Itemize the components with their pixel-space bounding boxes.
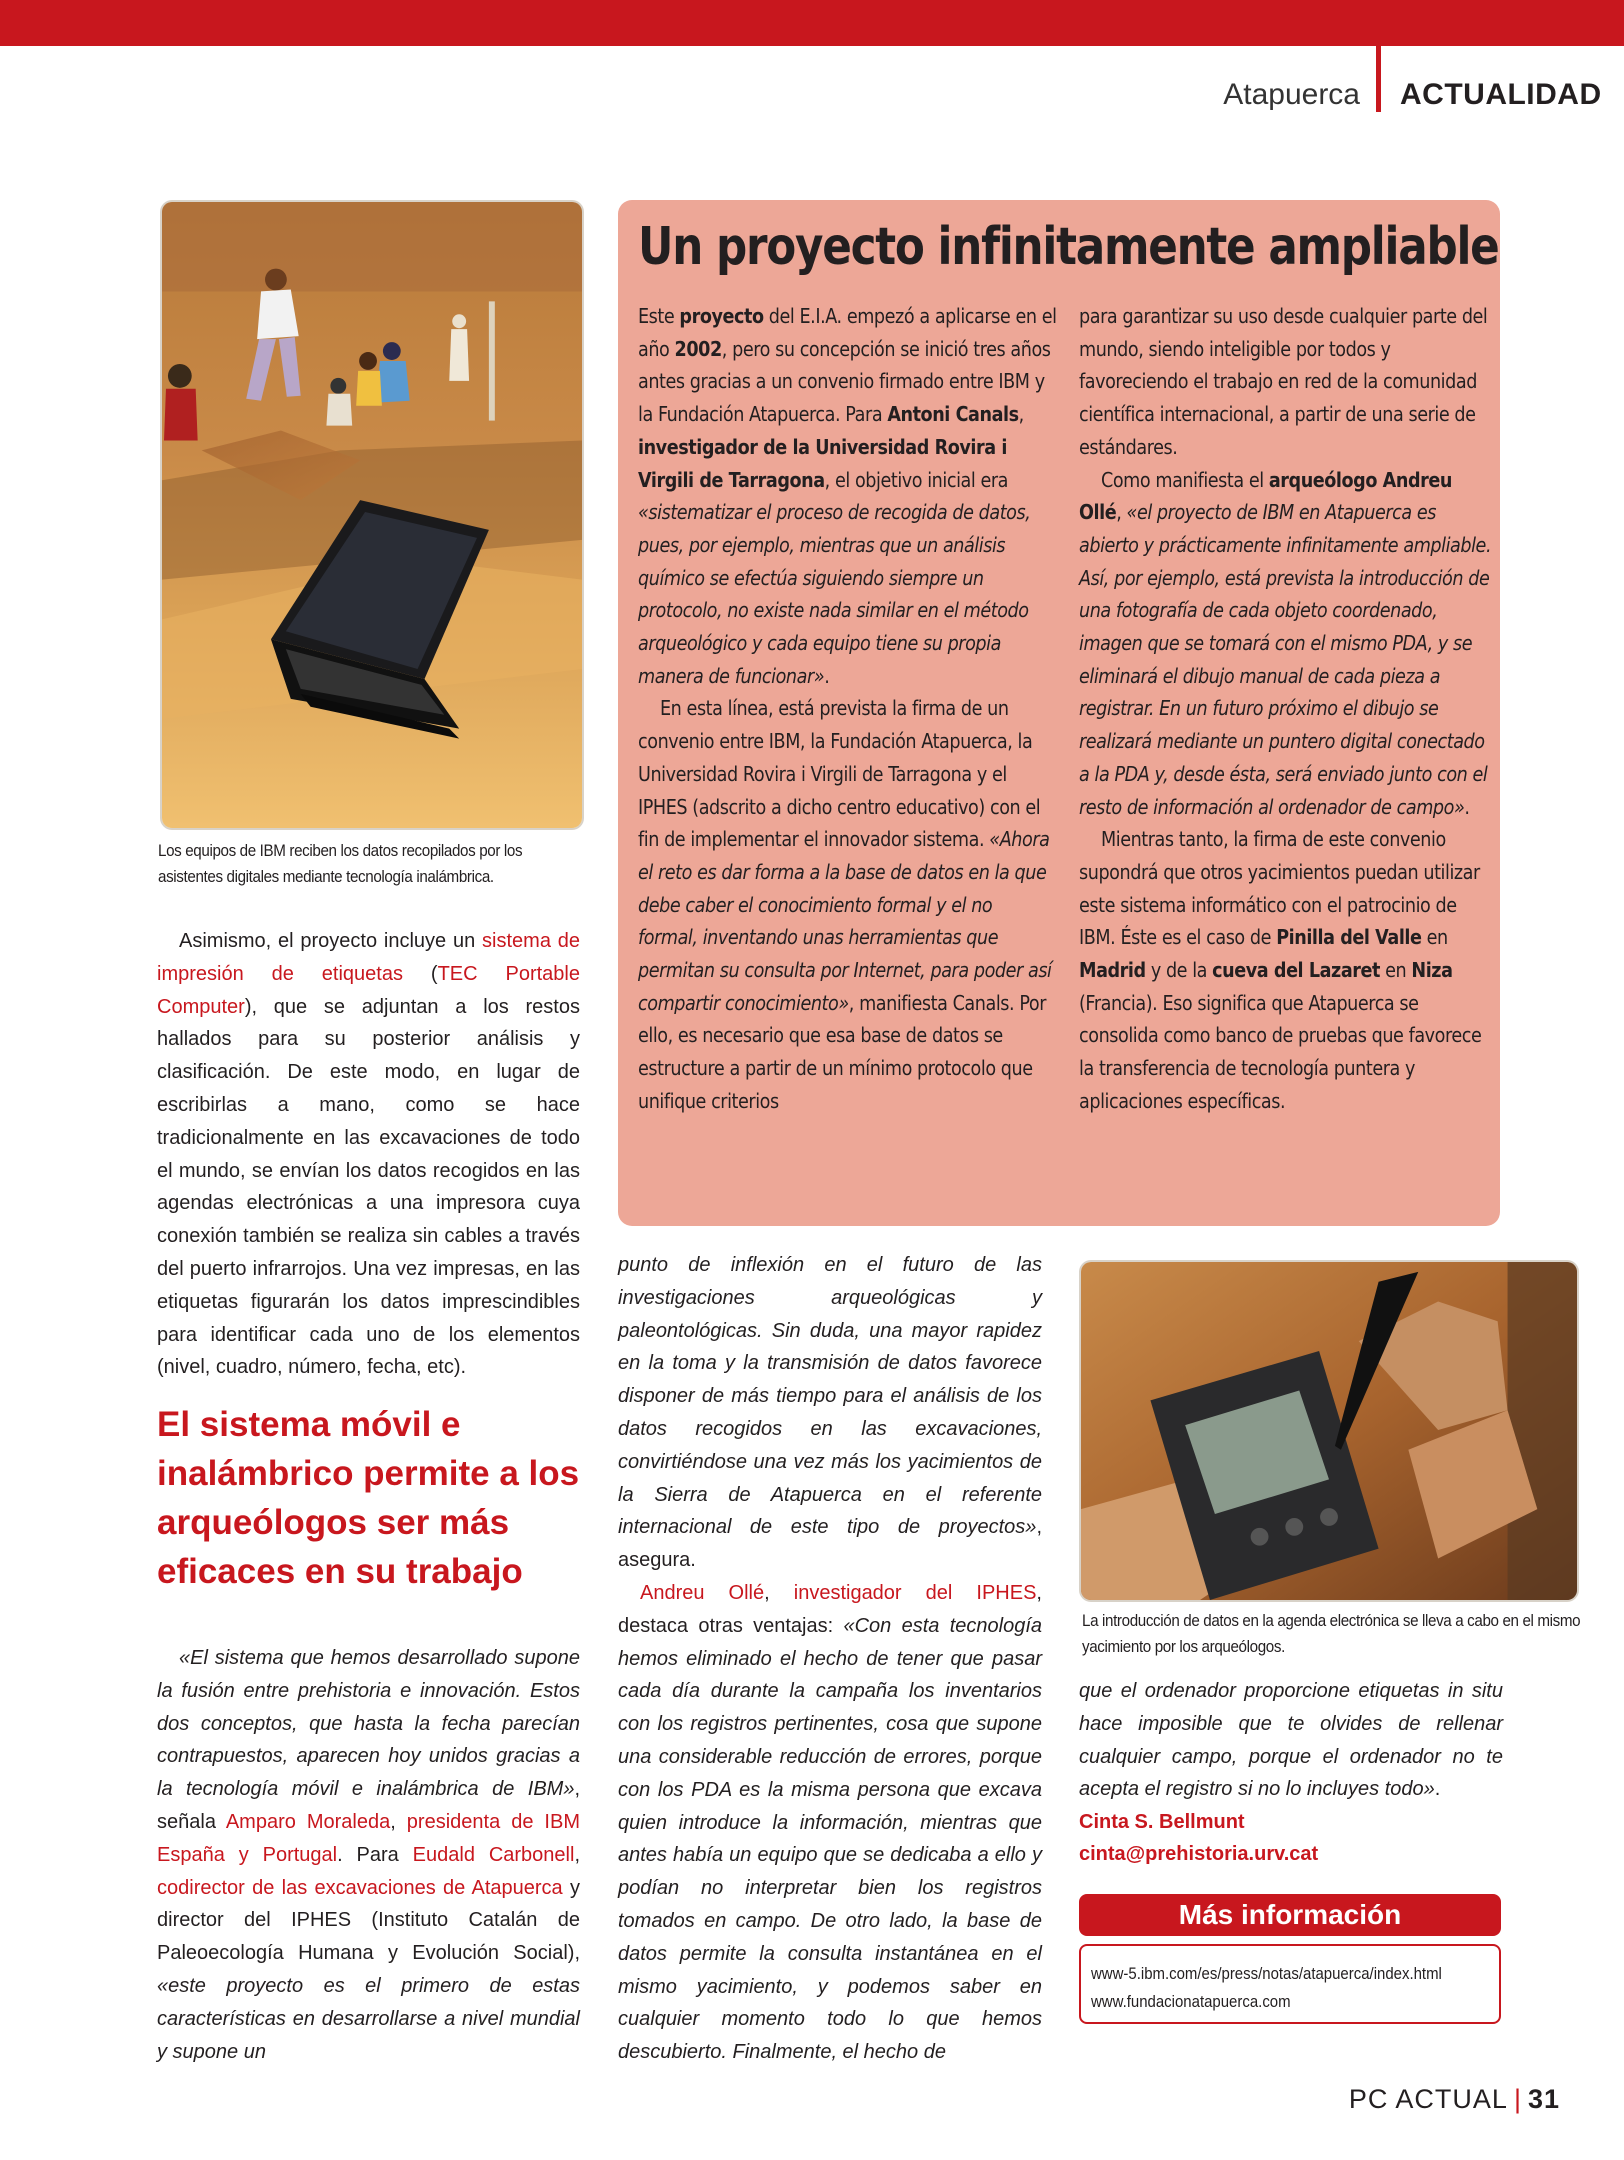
folio-separator: | bbox=[1513, 2084, 1522, 2114]
top-color-bar bbox=[0, 0, 1624, 46]
photo-pda-hands bbox=[1079, 1260, 1579, 1602]
more-info-box bbox=[1079, 1944, 1501, 2024]
photo1-caption: Los equipos de IBM reciben los datos recopilados por los asistentes digitales mediante tecnología inalámbrica. bbox=[158, 842, 523, 886]
article-signature bbox=[1079, 1806, 1318, 1870]
page-number: 31 bbox=[1527, 2084, 1560, 2114]
magazine-name: PC ACTUAL bbox=[1348, 2084, 1508, 2114]
photo2-caption: La introducción de datos en la agenda electrónica se lleva a cabo en el mismo yacimiento por los arqueólogos. bbox=[1082, 1612, 1581, 1656]
photo-laptop-excavation bbox=[160, 200, 584, 830]
sidebar-column-1: Este proyecto del E.I.A. empezó a aplicarse en el año 2002, pero su concepción se inició tres años antes gracias a un convenio firmado entre IBM y la Fundación Atapuerca. Para Antoni Canals, investigador de la Universidad Rovira i Virgili de Tarragona, el objetivo inicial era «sistematizar el proceso de recogida de datos, pues, por ejemplo, mientras que un análisis químico se efectúa siguiendo siempre un protocolo, no existe nada similar en el método arqueológico y cada equipo tiene su propia manera de funcionar». En esta línea, está prevista la firma de un convenio entre IBM, la Fundación Atapuerca, la Universidad Rovira i Virgili de Tarragona y el IPHES (adscrito a dicho centro educativo) con el fin de implementar el innovador sistema. «Ahora el reto es dar forma a la base de datos en la que debe caber el conocimiento formal y el no formal, inventando unas herramientas que permitan su consulta por Internet, para poder así compartir conocimiento», manifiesta Canals. Por ello, es necesario que esa base de datos se estructure a partir de un mínimo protocolo que unifique criterios bbox=[638, 304, 1057, 1113]
page-folio bbox=[1300, 2084, 1560, 2115]
body-column-1b: «El sistema que hemos desarrollado supone la fusión entre prehistoria e innovación. Estos dos conceptos, que hasta la fecha parecían contrapuestos, aparecen hoy unidos gracias a la tecnología móvil e inalámbrica de IBM», señala Amparo Moraleda, presidenta de IBM España y Portugal. Para Eudald Carbonell, codirector de las excavaciones de Atapuerca y director del IPHES (Instituto Catalán de Paleoecología Humana y Evolución Social), «este proyecto es el primero de estas características en desarrollarse a nivel mundial y supone un bbox=[157, 1647, 580, 2063]
more-info-link-fundacion[interactable]: www.fundacionatapuerca.com bbox=[1091, 1992, 1291, 2011]
author-name: Cinta S. Bellmunt bbox=[1079, 1811, 1245, 1833]
body-column-1a: Asimismo, el proyecto incluye un sistema de impresión de etiquetas (TEC Portable Computer), que se adjuntan a los restos hallados para su posterior análisis y clasificación. De este modo, en lugar de escribirlas a mano, como se hace tradicionalmente en las excavaciones de todo el mundo, se envían los datos recogidos en las agendas electrónicas a una impresora cuya conexión también se realiza sin cables a través del puerto infrarrojos. Una vez impresas, en las etiquetas figurarán los datos imprescindibles para identificar cada uno de los elementos (nivel, cuadro, número, fecha, etc). bbox=[157, 930, 580, 1379]
sidebar-column-2: para garantizar su uso desde cualquier parte del mundo, siendo inteligible por todos y favoreciendo el trabajo en red de la comunidad científica internacional, a partir de una serie de estándares. Como manifiesta el arqueólogo Andreu Ollé, «el proyecto de IBM en Atapuerca es abierto y prácticamente infinitamente ampliable. Así, por ejemplo, está prevista la introducción de una fotografía de cada objeto coordenado, imagen que se tomará con el mismo PDA, y se eliminará el dibujo manual de cada pieza a registrar. En un futuro próximo el dibujo se realizará mediante un puntero digital conectado a la PDA y, desde ésta, será enviado junto con el resto de información al ordenador de campo». Mientras tanto, la firma de este convenio supondrá que otros yacimientos puedan utilizar este sistema informático con el patrocinio de IBM. Éste es el caso de Pinilla del Valle en Madrid y de la cueva del Lazaret en Niza (Francia). Eso significa que Atapuerca se consolida como banco de pruebas que favorece la transferencia de tecnología puntera y aplicaciones específicas. bbox=[1079, 304, 1492, 1113]
header-section: Atapuerca bbox=[1223, 78, 1360, 111]
author-email[interactable]: cinta@prehistoria.urv.cat bbox=[1079, 1843, 1319, 1865]
body-column-2: punto de inflexión en el futuro de las investigaciones arqueológicas y paleontológicas. Sin duda, una mayor rapidez en la toma y la transmisión de datos favorece disponer de más tiempo para el análisis de los datos recogidos en las excavaciones, convirtiéndose una vez más los yacimientos de la Sierra de Atapuerca en el referente internacional de este tipo de proyectos», asegura. Andreu Ollé, investigador del IPHES, destaca otras ventajas: «Con esta tecnología hemos eliminado el hecho de tener que pasar cada día durante la campaña los inventarios con los registros pertinentes, cosa que supone una considerable reducción de errores, porque con los PDA es la misma persona que excava quien introduce la información, mientras que antes había un equipo que se dedicaba a ello y podían no interpretar bien los registros tomados en campo. De otro lado, la base de datos permite la consulta instantánea en el mismo yacimiento, y podemos saber en cualquier momento todo lo que hemos descubierto. Finalmente, el hecho de bbox=[618, 1254, 1043, 2064]
more-info-title: Más información bbox=[1079, 1894, 1501, 1936]
more-info-link-ibm[interactable]: www-5.ibm.com/es/press/notas/atapuerca/index.html bbox=[1091, 1964, 1442, 1983]
body-column-3: que el ordenador proporcione etiquetas in situ hace imposible que te olvides de rellenar cualquier campo, porque el ordenador no te acepta el registro si no lo incluyes todo». bbox=[1079, 1680, 1503, 1801]
header-category: ACTUALIDAD bbox=[1400, 78, 1602, 111]
header-divider bbox=[1376, 46, 1381, 112]
article-subheading: El sistema móvil e inalámbrico permite a los arqueólogos ser más eficaces en su trabajo bbox=[157, 1405, 580, 1591]
sidebar-title: Un proyecto infinitamente ampliable bbox=[638, 217, 1499, 277]
